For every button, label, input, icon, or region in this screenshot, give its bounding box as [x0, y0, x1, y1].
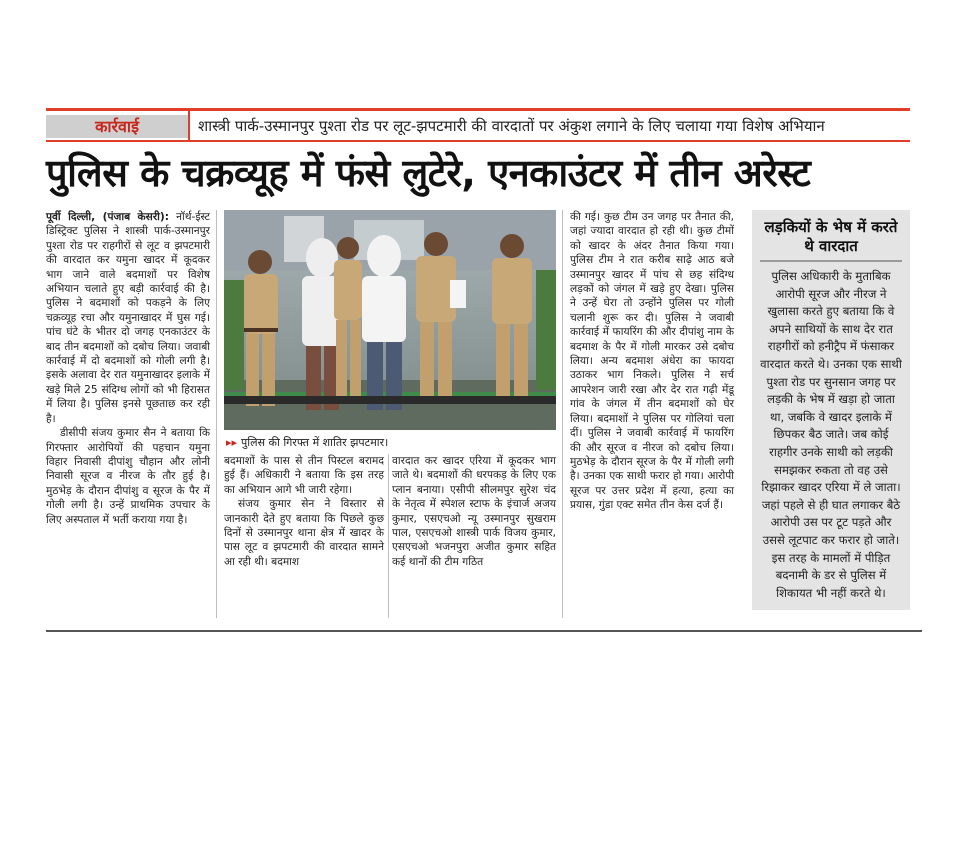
column-divider	[562, 210, 563, 618]
photo-caption	[226, 434, 556, 452]
paragraph-text: नॉर्थ-ईस्ट डिस्ट्रिक्ट पुलिस ने शास्त्री पार्क-उस्मानपुर पुश्ता रोड पर राहगीरों से लूट व झपटमारी की वारदात कर यमुना खादर में कूदकर भाग जाने वाले बदमाशों पर विशेष अभियान चलाते हुए बड़ी कार्रवाई की है। पुलिस ने बदमाशों को पकड़ने के लिए चक्रव्यूह रचा और यमुनाखादर में घुस गई। पांच घंटे के भीतर दो जगह एनकाउंटर के बाद तीन बदमाशों को दबोच लिया। जवाबी कार्रवाई में दो बदमाशों को गोली लगी है। इसके अलावा देर रात यमुनाखादर इलाके में खड़े मिले 25 संदिग्ध लोगों को भी हिरासत में लिया है। पुलिस इनसे पूछताछ कर रही है।	[46, 211, 210, 425]
dateline: पूर्वी दिल्ली, (पंजाब केसरी):	[46, 211, 169, 223]
article-column-2	[224, 454, 384, 569]
kicker-separator	[188, 111, 190, 140]
caption-arrow-icon: ▸▸	[226, 436, 238, 449]
article-column-4	[570, 210, 734, 513]
news-photo	[224, 210, 556, 430]
paragraph: संजय कुमार सेन ने विस्तार से जानकारी देते हुए बताया कि पिछले कुछ दिनों से उस्मानपुर थाना क्षेत्र में खादर के पास लूट व झपटमारी की वारदात सामने आ रही थी। बदमाश	[224, 498, 384, 568]
sidebar-body: पुलिस अधिकारी के मुताबिक आरोपी सूरज और नीरज ने खुलासा करते हुए बताया कि वे अपने साथियों के साथ देर रात राहगीरों को हनीट्रैप में फंसाकर वारदात करते थे। उनका एक साथी पुश्ता रोड पर सुनसान जगह पर लड़की के भेष में खड़ा हो जाता था, जबकि वे खादर इलाके में छिपकर बैठ जाते। जब कोई राहगीर उनके साथी को लड़की समझकर रुकता तो वह उसे रिझाकर खादर एरिया में ले जाता। जहां पहले से ही घात लगाकर बैठे आरोपी उस पर टूट पड़ते और उससे लूटपाट कर फरार हो जाते। इस तरह के मामलों में पीड़ित बदनामी के डर से पुलिस में शिकायत भी नहीं करते थे।	[760, 269, 902, 600]
paragraph: वारदात कर खादर एरिया में कूदकर भाग जाते थे। बदमाशों की धरपकड़ के लिए एक प्लान बनाया। एसीपी सीलमपुर सुरेश चंद के नेतृत्व में स्पेशल स्टाफ के इंचार्ज अजय कुमार, एसएचओ न्यू उस्मानपुर सुखराम पाल, एसएचओ शास्त्री पार्क विजय कुमार, एसएचओ भजनपुरा अजीत कुमार सहित कई थानों की टीम गठित	[392, 455, 556, 568]
sidebar-rule	[760, 260, 902, 262]
paragraph: की गई। कुछ टीम उन जगह पर तैनात की, जहां ज्यादा वारदात हो रही थी। कुछ टीमों को खादर के अंदर तैनात किया गया। पुलिस टीम ने रात करीब साढ़े आठ बजे उस्मानपुर खादर में पांच से छह संदिग्ध लड़कों को जंगल में खड़े हुए देखा। पुलिस ने उन्हें घेरा तो उन्होंने पुलिस पर गोली चलानी शुरू कर दी। पुलिस ने जवाबी कार्रवाई में फायरिंग की और दीपांशु नाम के बदमाश के पैर में गोली मारकर उसे दबोच लिया। अन्य बदमाश अंधेरा का फायदा उठाकर भाग निकले। पुलिस ने सर्च आपरेशन जारी रखा और देर रात गढ़ी मेंडू गांव के जंगल में तीन बदमाशों को घेर लिया। बदमाशों ने पुलिस पर गोलियां चला दीं। पुलिस ने जवाबी कार्रवाई में फायरिंग की और सूरज व नीरज को दबोच लिया। मुठभेड़ के दौरान सूरज के पैर में गोली लगी है। उनका एक साथी फरार हो गया। आरोपी सूरज पर उत्तर प्रदेश में हत्या, हत्या का प्रयास, गुंडा एक्ट समेत तीन केस दर्ज हैं।	[570, 211, 734, 512]
column-divider	[388, 454, 389, 618]
article-column-3	[392, 454, 556, 569]
paragraph	[46, 210, 210, 426]
strap-top-rule	[46, 108, 910, 111]
deck-text: शास्त्री पार्क-उस्मानपुर पुश्ता रोड पर लूट-झपटमारी की वारदातों पर अंकुश लगाने के लिए चलाया गया विशेष अभियान	[198, 117, 825, 135]
paragraph: बदमाशों के पास से तीन पिस्टल बरामद हुई हैं। अधिकारी ने बताया कि इस तरह का अभियान आगे भी जारी रहेगा।	[224, 455, 384, 496]
column-divider	[216, 210, 217, 618]
article-column-1	[46, 210, 210, 527]
kicker-label: कार्रवाई	[46, 115, 188, 138]
sidebar-box	[752, 210, 910, 610]
headline: पुलिस के चक्रव्यूह में फंसे लुटेरे, एनकाउंटर में तीन अरेस्ट	[46, 151, 811, 195]
bottom-rule	[46, 630, 922, 632]
news-clipping	[46, 108, 922, 636]
strap-bottom-rule	[46, 140, 910, 142]
caption-text: पुलिस की गिरफ्त में शातिर झपटमार।	[241, 436, 389, 449]
police-group-photo	[224, 210, 556, 430]
sidebar-title: लड़कियों के भेष में करते थे वारदात	[764, 218, 898, 255]
paragraph: डीसीपी संजय कुमार सैन ने बताया कि गिरफ्तार आरोपियों की पहचान यमुना विहार निवासी दीपांशु चौहान और लोनी निवासी सूरज व नीरज के तौर हुई है। मुठभेड़ के दौरान दीपांशु व सूरज के पैर में गोली लगी है। उन्हें प्राथमिक उपचार के लिए अस्पताल में भर्ती कराया गया है।	[46, 427, 210, 526]
